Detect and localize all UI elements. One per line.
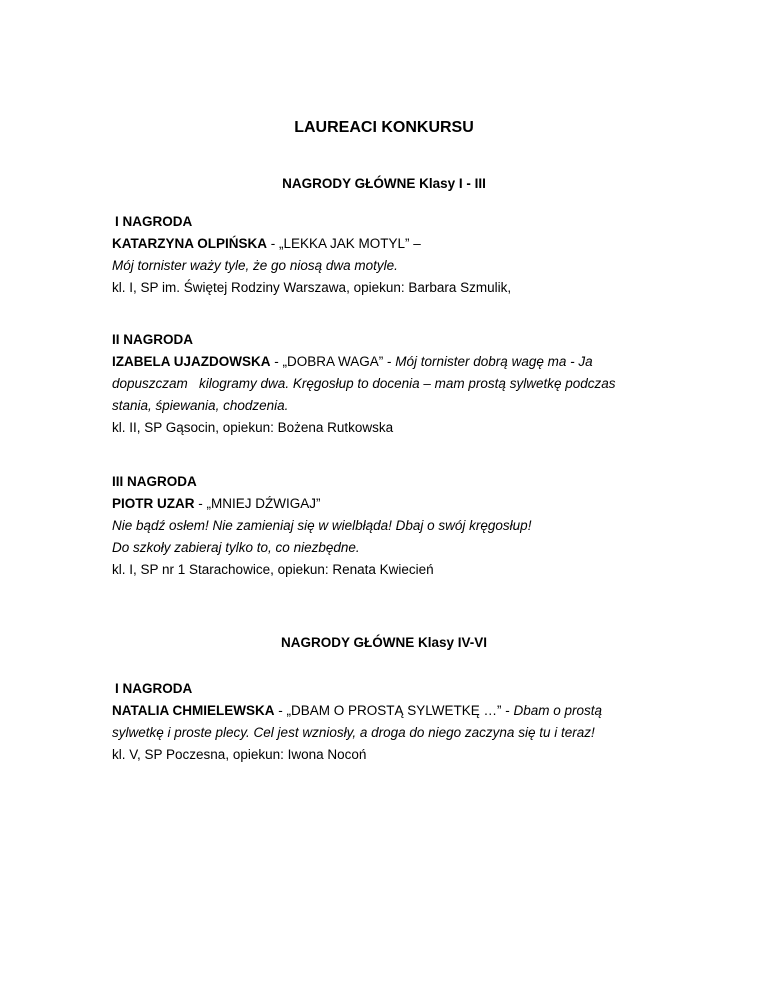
work-title: „DBAM O PROSTĄ SYLWETKĘ …” - xyxy=(286,703,514,718)
work-title: „DOBRA WAGA” - xyxy=(282,354,396,369)
work-title: „LEKKA JAK MOTYL” – xyxy=(279,236,421,251)
prize-label: I NAGRODA xyxy=(115,214,193,229)
motto-inline: Mój tornister dobrą wagę ma - Ja xyxy=(395,354,593,369)
motto-line: Mój tornister waży tyle, że go niosą dwa motyle. xyxy=(112,258,398,273)
section-heading-klasy-i-iii: NAGRODY GŁÓWNE Klasy I - III xyxy=(282,176,486,191)
prize-label: I NAGRODA xyxy=(115,681,193,696)
entry-details: kl. II, SP Gąsocin, opiekun: Bożena Rutkowska xyxy=(112,420,394,435)
separator: - xyxy=(267,236,279,251)
winner-line xyxy=(112,700,692,722)
winner-name: IZABELA UJAZDOWSKA xyxy=(112,354,271,369)
separator: - xyxy=(194,496,207,511)
prize-label: II NAGRODA xyxy=(112,332,193,347)
prize-label: III NAGRODA xyxy=(112,474,197,489)
motto-line: Do szkoły zabieraj tylko to, co niezbędne. xyxy=(112,540,360,555)
winner-line xyxy=(112,493,692,515)
separator: - xyxy=(274,703,287,718)
page-title: LAUREACI KONKURSU xyxy=(294,119,474,136)
winner-line xyxy=(112,351,692,373)
motto-inline: Dbam o prostą xyxy=(513,703,603,718)
separator: - xyxy=(270,354,283,369)
motto-line: sylwetkę i proste plecy. Cel jest wzniosły, a droga do niego zaczyna się tu i teraz! xyxy=(112,725,595,740)
entry-details: kl. I, SP nr 1 Starachowice, opiekun: Renata Kwiecień xyxy=(112,562,434,577)
motto-line: stania, śpiewania, chodzenia. xyxy=(112,398,289,413)
laureate-entry xyxy=(112,329,692,439)
winner-line xyxy=(112,233,692,255)
entry-details: kl. V, SP Poczesna, opiekun: Iwona Nocoń xyxy=(112,747,367,762)
motto-line: Nie bądź osłem! Nie zamieniaj się w wielbłąda! Dbaj o swój kręgosłup! xyxy=(112,518,532,533)
laureate-entry xyxy=(112,678,692,766)
laureate-entry xyxy=(112,471,692,581)
motto-line: dopuszczam kilogramy dwa. Kręgosłup to docenia – mam prostą sylwetkę podczas xyxy=(112,376,616,391)
entry-details: kl. I, SP im. Świętej Rodziny Warszawa, opiekun: Barbara Szmulik, xyxy=(112,280,512,295)
winner-name: KATARZYNA OLPIŃSKA xyxy=(112,236,267,251)
laureate-entry xyxy=(112,211,692,299)
winner-name: PIOTR UZAR xyxy=(112,496,195,511)
winner-name: NATALIA CHMIELEWSKA xyxy=(112,703,275,718)
work-title: „MNIEJ DŹWIGAJ” xyxy=(206,496,321,511)
section-heading-klasy-iv-vi: NAGRODY GŁÓWNE Klasy IV-VI xyxy=(280,635,488,650)
